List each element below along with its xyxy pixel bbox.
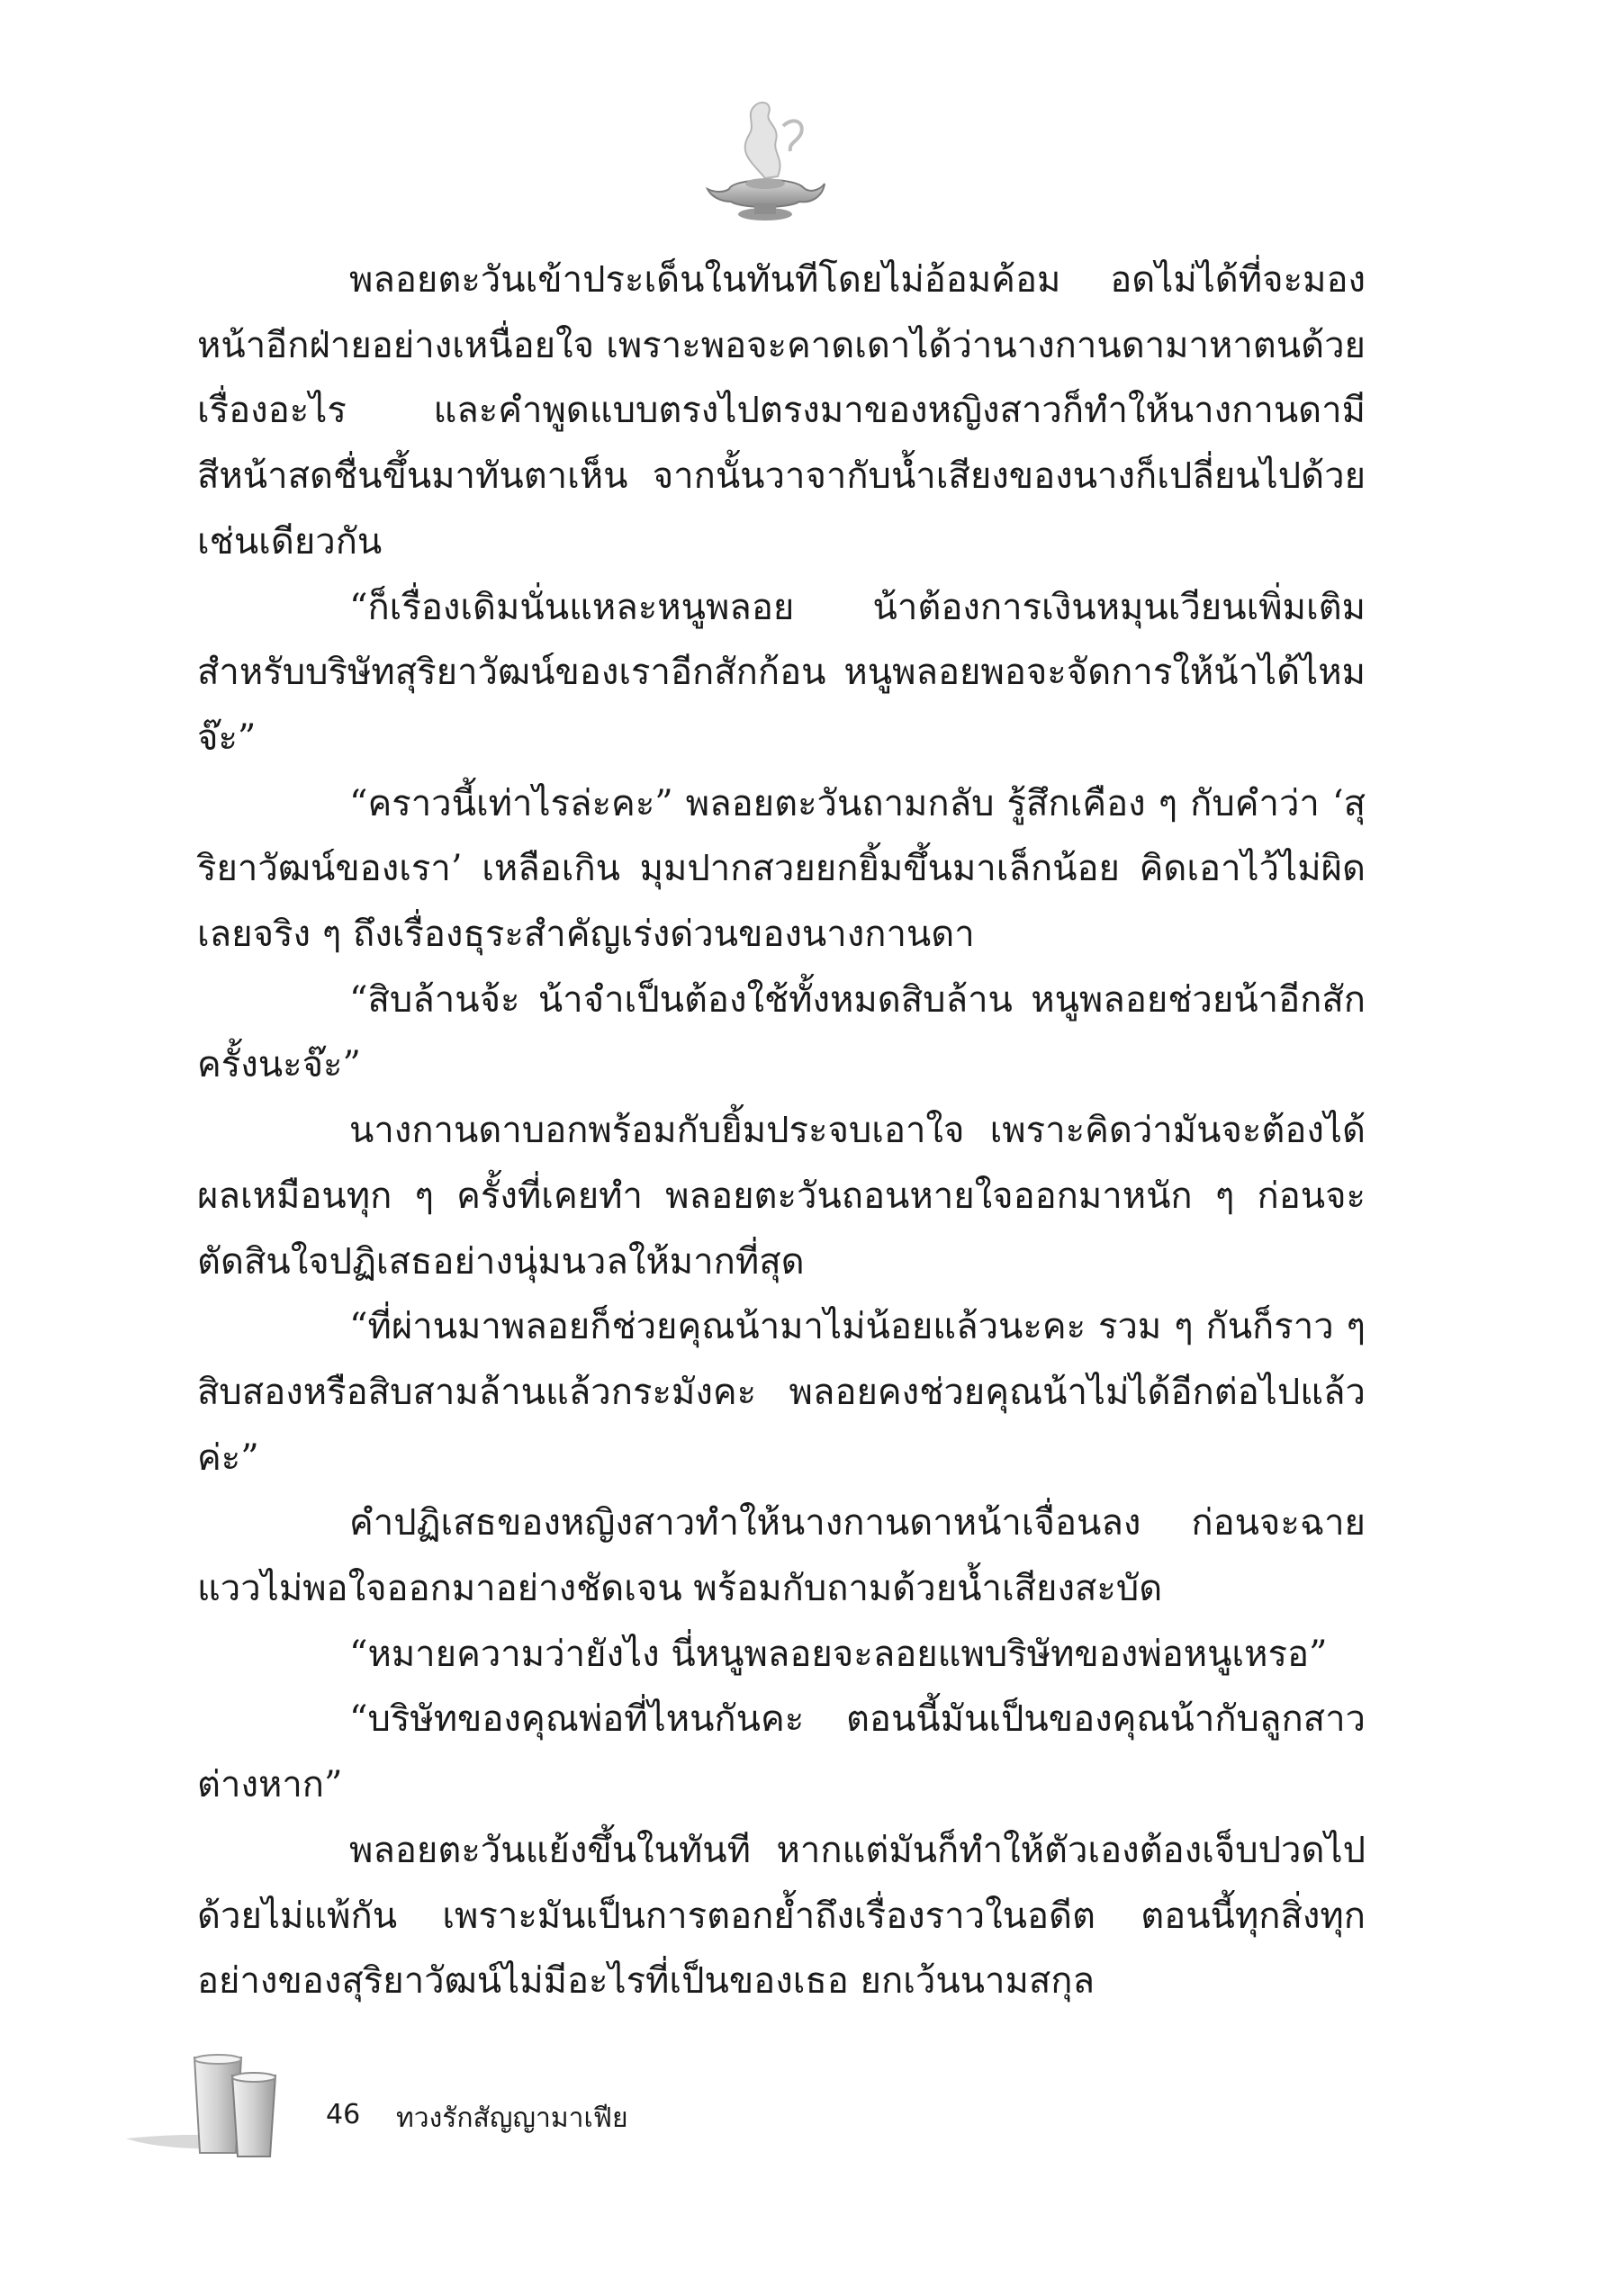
paragraph: “ก็เรื่องเดิมนั่นแหละหนูพลอย น้าต้องการเงินหมุนเวียนเพิ่มเติมสำหรับบริษัทสุริยาวัฒน์ของเราอีกสักก้อน หนูพลอยพอจะจัดการให้น้าได้ไหมจ๊ะ”	[197, 586, 1366, 759]
page-number: 46	[326, 2099, 361, 2130]
book-title: ทวงรักสัญญามาเฟีย	[396, 2102, 628, 2134]
paragraph: นางกานดาบอกพร้อมกับยิ้มประจบเอาใจ เพราะคิดว่ามันจะต้องได้ผลเหมือนทุก ๆ ครั้งที่เคยทำ พลอยตะวันถอนหายใจออกมาหนัก ๆ ก่อนจะตัดสินใจปฏิเสธอย่างนุ่มนวลให้มากที่สุด	[197, 1110, 1366, 1283]
milk-glasses-icon	[126, 2052, 315, 2160]
chapter-text	[197, 248, 1366, 2014]
paragraph: “หมายความว่ายังไง นี่หนูพลอยจะลอยแพบริษัทของพ่อหนูเหรอ”	[349, 1633, 1328, 1675]
paragraph: “บริษัทของคุณพ่อที่ไหนกันคะ ตอนนี้มันเป็นของคุณน้ากับลูกสาวต่างหาก”	[197, 1698, 1366, 1806]
paragraph: พลอยตะวันแย้งขึ้นในทันที หากแต่มันก็ทำให้ตัวเองต้องเจ็บปวดไปด้วยไม่แพ้กัน เพราะมันเป็นการตอกย้ำถึงเรื่องราวในอดีต ตอนนี้ทุกสิ่งทุกอย่างของสุริยาวัฒน์ไม่มีอะไรที่เป็นของเธอ ยกเว้นนามสกุล	[197, 1829, 1366, 2003]
magic-lamp-icon	[702, 90, 828, 234]
paragraph: “คราวนี้เท่าไรล่ะคะ” พลอยตะวันถามกลับ รู้สึกเคือง ๆ กับคำว่า ‘สุริยาวัฒน์ของเรา’ เหลือเกิน มุมปากสวยยกยิ้มขึ้นมาเล็กน้อย คิดเอาไว้ไม่ผิดเลยจริง ๆ ถึงเรื่องธุระสำคัญเร่งด่วนของนางกานดา	[197, 782, 1366, 956]
page-footer	[126, 2052, 756, 2160]
paragraph: “สิบล้านจ้ะ น้าจำเป็นต้องใช้ทั้งหมดสิบล้าน หนูพลอยช่วยน้าอีกสักครั้งนะจ๊ะ”	[197, 978, 1366, 1086]
paragraph: คำปฏิเสธของหญิงสาวทำให้นางกานดาหน้าเจื่อนลง ก่อนจะฉายแววไม่พอใจออกมาอย่างชัดเจน พร้อมกับถามด้วยน้ำเสียงสะบัด	[197, 1502, 1366, 1610]
paragraph: พลอยตะวันเข้าประเด็นในทันทีโดยไม่อ้อมค้อม อดไม่ได้ที่จะมองหน้าอีกฝ่ายอย่างเหนื่อยใจ เพราะพอจะคาดเดาได้ว่านางกานดามาหาตนด้วยเรื่องอะไร และคำพูดแบบตรงไปตรงมาของหญิงสาวก็ทำให้นางกานดามีสีหน้าสดชื่นขึ้นมาทันตาเห็น จากนั้นวาจากับน้ำเสียงของนางก็เปลี่ยนไปด้วยเช่นเดียวกัน	[197, 259, 1366, 563]
paragraph: “ที่ผ่านมาพลอยก็ช่วยคุณน้ามาไม่น้อยแล้วนะคะ รวม ๆ กันก็ราว ๆ สิบสองหรือสิบสามล้านแล้วกระมังคะ พลอยคงช่วยคุณน้าไม่ได้อีกต่อไปแล้วค่ะ”	[197, 1306, 1366, 1479]
